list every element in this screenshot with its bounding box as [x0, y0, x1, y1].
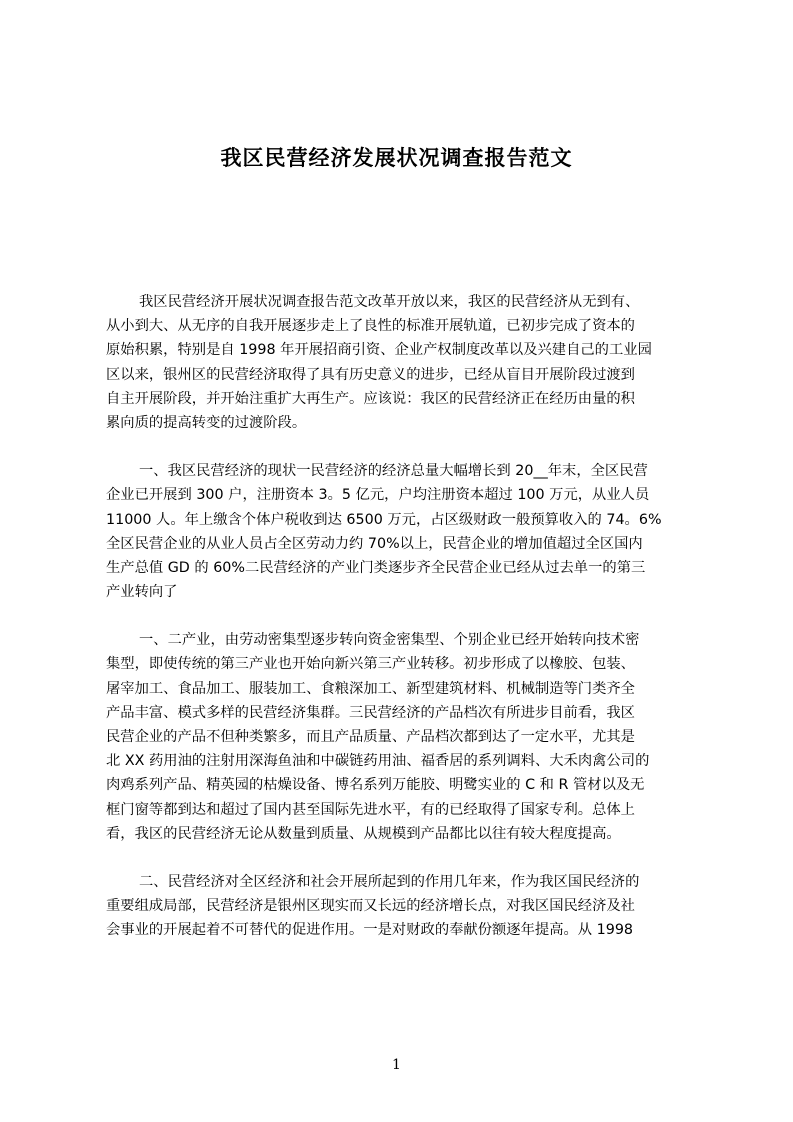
paragraph-current-status — [106, 459, 698, 604]
text-line: 生产总值 GD 的 60%二民营经济的产业门类逐步齐全民营企业已经从过去单一的第三 — [106, 559, 646, 576]
text-line: 累向质的提高转变的过渡阶段。 — [106, 414, 307, 431]
text-line: 自主开展阶段，并开始注重扩大再生产。应该说：我区的民营经济正在经历由量的积 — [106, 390, 635, 407]
text-line: 二、民营经济对全区经济和社会开展所起到的作用几年来，作为我区国民经济的 — [139, 873, 640, 890]
text-line: 会事业的开展起着不可替代的促进作用。一是对财政的奉献份额逐年提高。从 1998 — [106, 922, 634, 939]
text-line: 一、二产业，由劳动密集型逐步转向资金密集型、个别企业已经开始转向技术密 — [139, 632, 640, 649]
text-line: 集型，即使传统的第三产业也开始向新兴第三产业转移。初步形成了以橡胶、包装、 — [106, 656, 635, 673]
text-line: 框门窗等都到达和超过了国内甚至国际先进水平，有的已经取得了国家专利。总体上 — [106, 801, 635, 818]
text-line: 产品丰富、模式多样的民营经济集群。三民营经济的产品档次有所进步目前看，我区 — [106, 704, 635, 721]
text-line: 企业已开展到 300 户，注册资本 3。5 亿元，户均注册资本超过 100 万元，从业人员 — [106, 487, 650, 504]
text-line: 重要组成局部，民营经济是银州区现实而又长远的经济增长点，对我区国民经济及社 — [106, 898, 635, 915]
text-line: 屠宰加工、食品加工、服装加工、食粮深加工、新型建筑材料、机械制造等门类齐全 — [106, 680, 635, 697]
text-line: 看，我区的民营经济无论从数量到质量、从规模到产品都比以往有较大程度提高。 — [106, 825, 621, 842]
page-number: 1 — [392, 1057, 401, 1073]
text-line: 全区民营企业的从业人员占全区劳动力约 70%以上，民营企业的增加值超过全区国内 — [106, 535, 643, 552]
paragraph-introduction — [106, 290, 698, 435]
text-line: 肉鸡系列产品、精英园的枯燥设备、博名系列万能胶、明鹭实业的 C 和 R 管材以及无 — [106, 777, 645, 794]
text-line: 11000 人。年上缴含个体户税收到达 6500 万元，占区级财政一般预算收入的 74。6% — [106, 511, 662, 528]
text-line: 一、我区民营经济的现状一民营经济的经济总量大幅增长到 20__年末，全区民营 — [139, 463, 648, 480]
text-line: 北 XX 药用油的注射用深海鱼油和中碳链药用油、福香居的系列调料、大禾肉禽公司的 — [106, 753, 650, 770]
text-line: 产业转向了 — [106, 584, 178, 601]
text-line: 我区民营经济开展状况调查报告范文改革开放以来，我区的民营经济从无到有、 — [139, 294, 640, 310]
paragraph-industry-structure — [106, 628, 698, 846]
text-line: 从小到大、从无序的自我开展逐步走上了良性的标准开展轨道，已初步完成了资本的 — [106, 318, 635, 335]
text-line: 原始积累，特别是自 1998 年开展招商引资、企业产权制度改革以及兴建自己的工业园 — [106, 342, 652, 359]
text-line: 区以来，银州区的民营经济取得了具有历史意义的进步，已经从盲目开展阶段过渡到 — [106, 366, 635, 383]
paragraph-economic-role — [106, 870, 698, 943]
document-body — [106, 290, 698, 967]
text-line: 民营企业的产品不但种类繁多，而且产品质量、产品档次都到达了一定水平，尤其是 — [106, 729, 635, 745]
document-title: 我区民营经济发展状况调查报告范文 — [220, 146, 573, 170]
